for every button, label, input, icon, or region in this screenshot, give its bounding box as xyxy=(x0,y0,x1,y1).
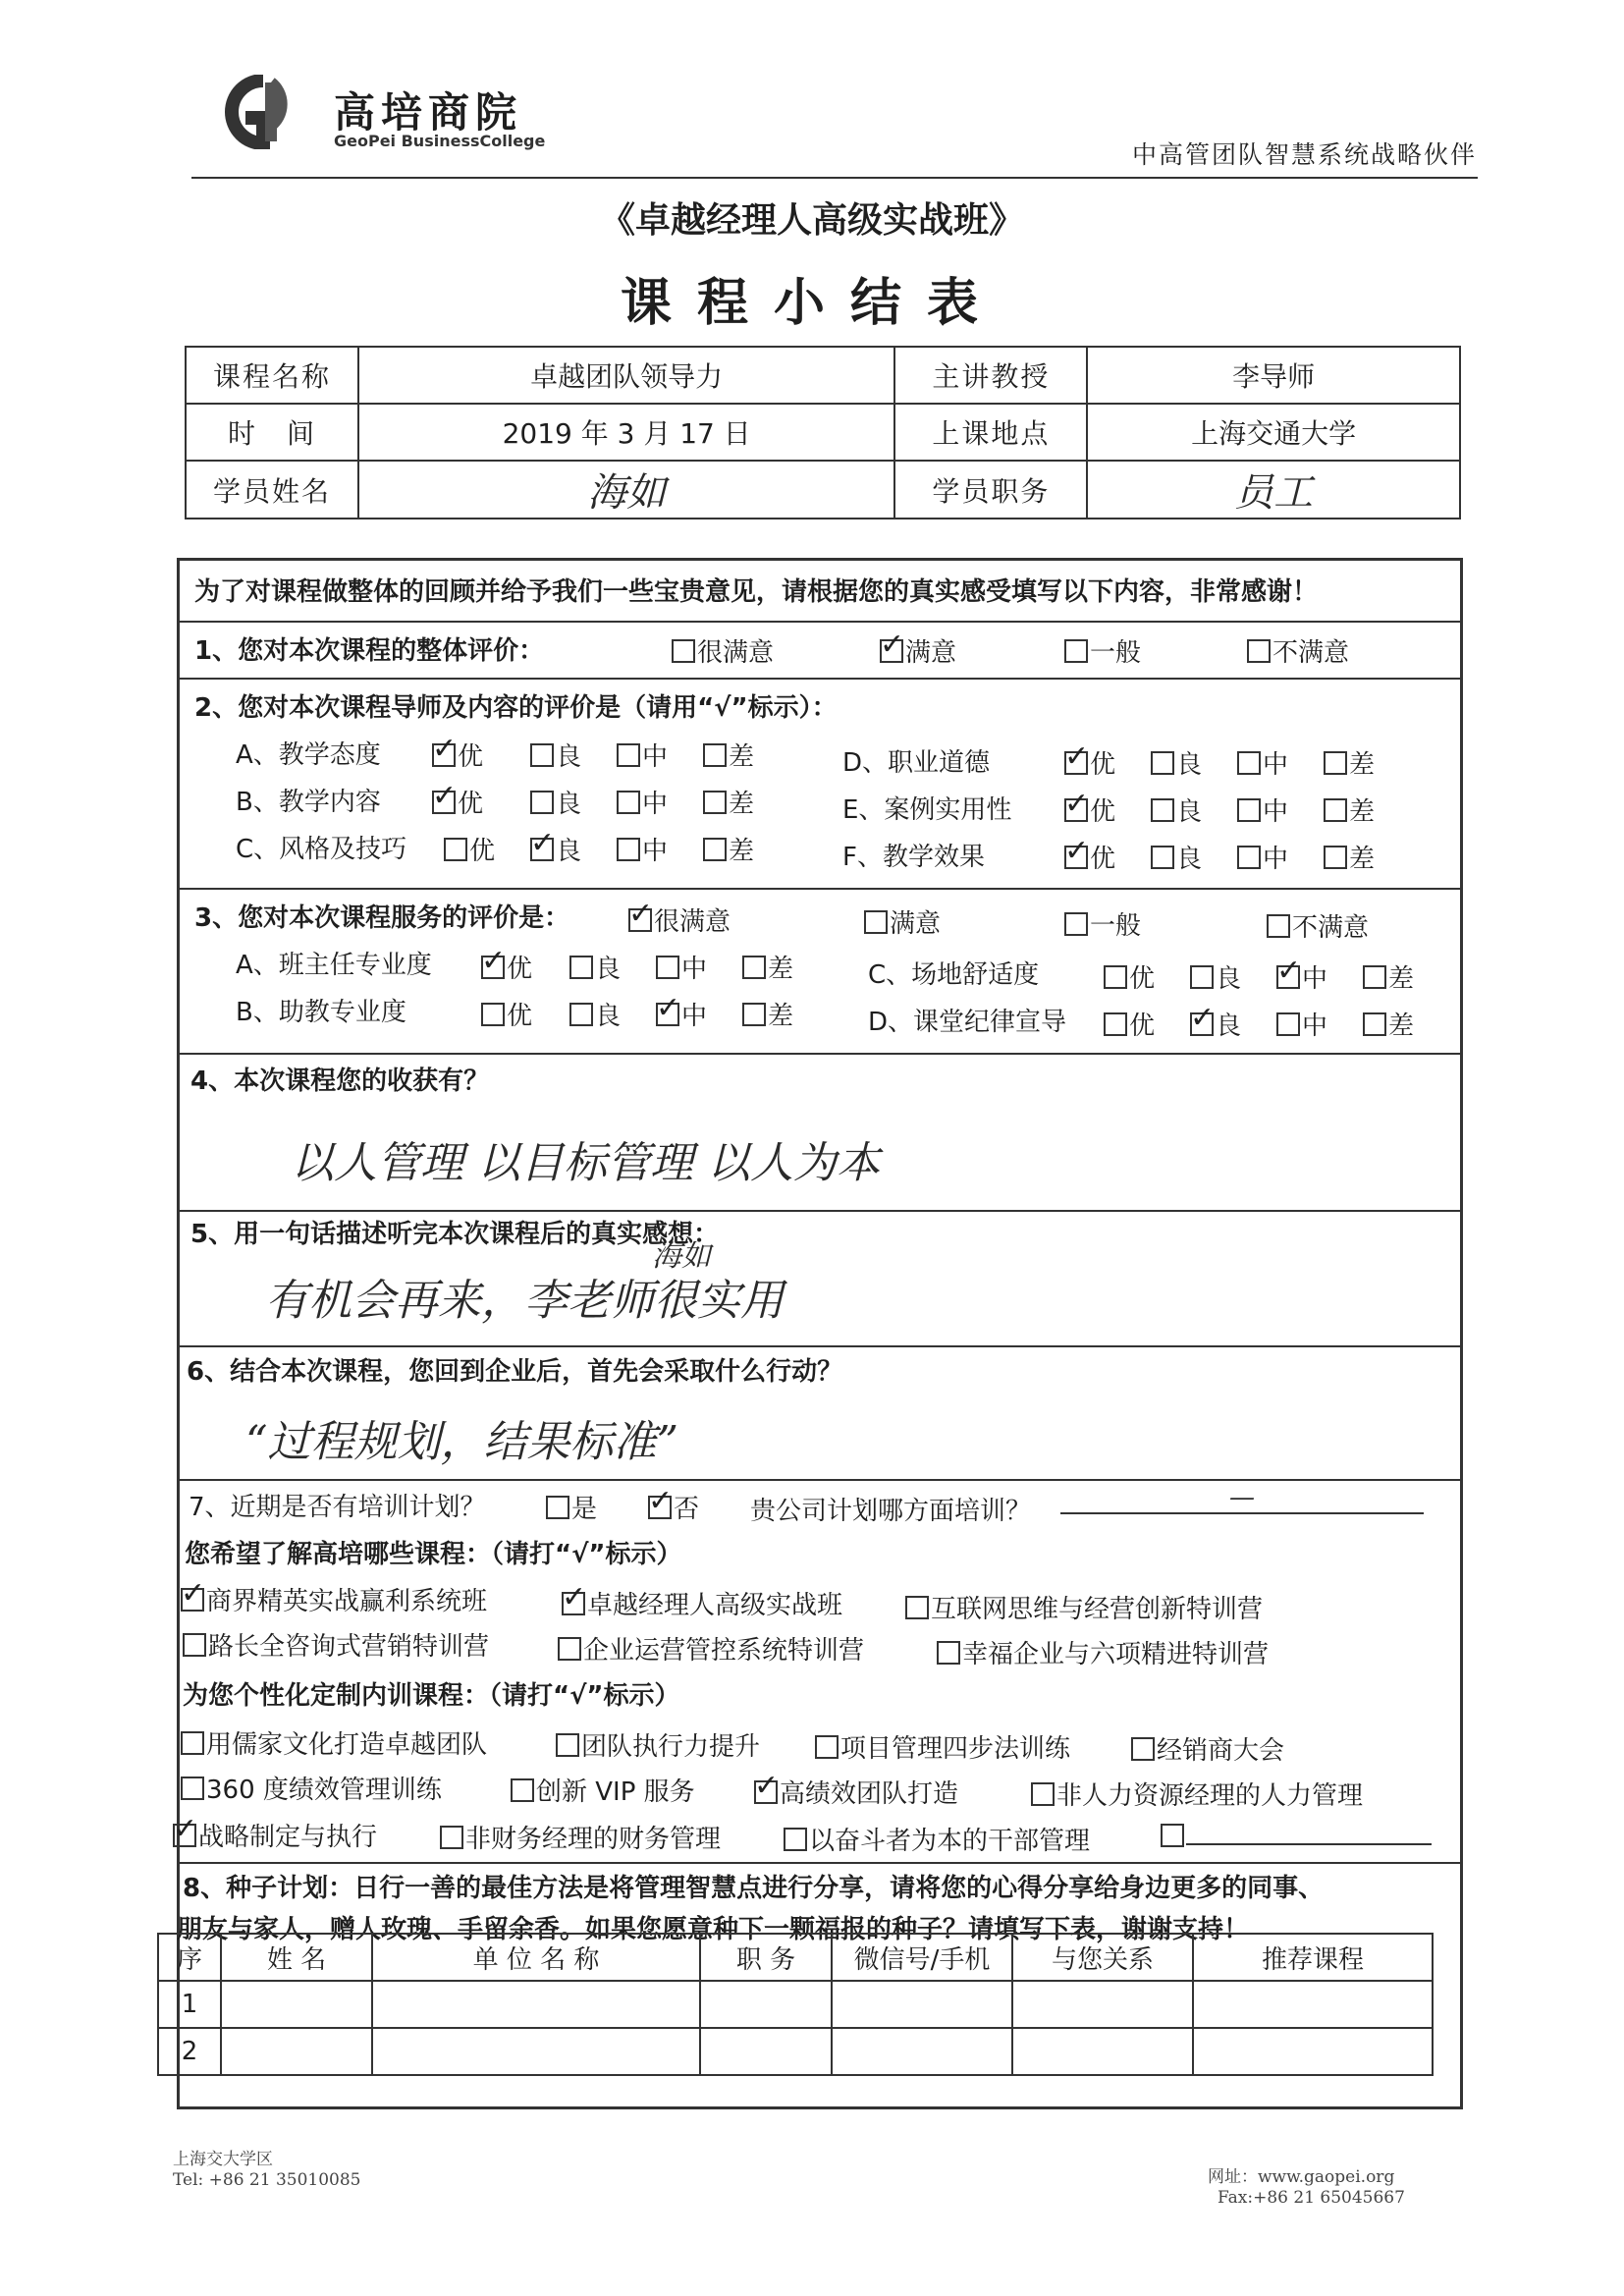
gaopei-logo xyxy=(206,75,320,149)
q1-label: 1、您对本次课程的整体评价： xyxy=(194,636,545,666)
q3-item-d: D、课堂纪律宣导 xyxy=(868,1008,1067,1037)
q3-c-grade-good[interactable]: 良 xyxy=(1190,958,1241,995)
cell-relation[interactable] xyxy=(1012,2028,1193,2075)
footer-campus: 上海交大学区 xyxy=(173,2150,273,2169)
q3-option-unsatisfied[interactable]: 不满意 xyxy=(1267,907,1369,944)
q2-f-grade-fair[interactable]: 中 xyxy=(1237,839,1288,875)
lecturer-value[interactable]: 李导师 xyxy=(1087,347,1460,404)
brand-name-cn: 高培商院 xyxy=(334,88,523,137)
footer-tel: Tel: +86 21 35010085 xyxy=(173,2170,361,2190)
q1-option-average[interactable]: 一般 xyxy=(1064,632,1141,669)
q6-label: 6、结合本次课程，您回到企业后，首先会采取什么行动？ xyxy=(187,1357,843,1387)
q2-a-grade-good[interactable]: 良 xyxy=(530,737,581,773)
col-index: 序 xyxy=(158,1934,221,1981)
q2-divider xyxy=(177,678,1463,680)
q2-e-grade-excellent[interactable]: ✓优 xyxy=(1064,792,1115,828)
q2-c-grade-excellent[interactable]: 优 xyxy=(444,831,495,867)
venue-value[interactable]: 上海交通大学 xyxy=(1087,404,1460,461)
row-index: 2 xyxy=(158,2028,221,2075)
cell-name[interactable] xyxy=(221,2028,372,2075)
cell-title[interactable] xyxy=(700,2028,832,2075)
custom-option-10[interactable]: 非财务经理的财务管理 xyxy=(440,1819,721,1855)
q3-d-grade-fair[interactable]: 中 xyxy=(1276,1006,1327,1042)
table-row xyxy=(158,1981,1433,2028)
custom-option-3[interactable]: 项目管理四步法训练 xyxy=(815,1728,1070,1765)
q3-c-grade-fair[interactable]: ✓ 中 xyxy=(1276,958,1327,995)
col-title: 职 务 xyxy=(700,1934,832,1981)
custom-option-7[interactable]: ✓ 高绩效团队打造 xyxy=(754,1774,958,1810)
cell-contact[interactable] xyxy=(832,2028,1012,2075)
cell-relation[interactable] xyxy=(1012,1981,1193,2028)
time-value[interactable]: 2019 年 3 月 17 日 xyxy=(358,404,894,461)
col-course: 推荐课程 xyxy=(1193,1934,1433,1981)
q2-a-grade-excellent[interactable]: ✓优 xyxy=(432,737,483,773)
cell-course[interactable] xyxy=(1193,1981,1433,2028)
q2-c-grade-poor[interactable]: 差 xyxy=(703,831,754,867)
q3-option-very-satisfied[interactable]: ✓ 很满意 xyxy=(628,902,731,938)
seed-plan-table xyxy=(157,1933,1434,2076)
col-name: 姓 名 xyxy=(221,1934,372,1981)
q7-label: 7、近期是否有培训计划？ xyxy=(189,1493,486,1522)
q8-label-line2: 朋友与家人，赠人玫瑰、手留余香。如果您愿意种下一颗福报的种子？请填写下表，谢谢支持！ xyxy=(177,1915,1250,1944)
cell-course[interactable] xyxy=(1193,2028,1433,2075)
q7-option-no[interactable]: ✓ 否 xyxy=(648,1489,699,1525)
q4-answer[interactable]: 以人管理 以目标管理 以人为本 xyxy=(291,1138,880,1188)
q7-plan-answer[interactable]: — xyxy=(1060,1483,1424,1514)
course-option-6[interactable]: 幸福企业与六项精进特训营 xyxy=(937,1634,1269,1670)
cell-name[interactable] xyxy=(221,1981,372,2028)
slogan: 中高管团队智慧系统战略伙伴 xyxy=(1131,140,1477,169)
q2-b-grade-good[interactable]: 良 xyxy=(530,784,581,820)
q5-divider xyxy=(177,1210,1463,1212)
course-name-label: 课程名称 xyxy=(186,347,358,404)
course-option-3[interactable]: 互联网思维与经营创新特训营 xyxy=(905,1589,1263,1625)
q3-b-grade-fair[interactable]: ✓ 中 xyxy=(656,996,707,1032)
student-position-label: 学员职务 xyxy=(894,461,1087,519)
q5-label: 5、用一句话描述听完本次课程后的真实感想： xyxy=(190,1220,720,1249)
seed-table-header xyxy=(158,1934,1433,1981)
q7-plan-label: 贵公司计划哪方面培训？ xyxy=(750,1497,1032,1526)
student-name-label: 学员姓名 xyxy=(186,461,358,519)
footer-fax: Fax:+86 21 65045667 xyxy=(1218,2188,1405,2208)
table-row xyxy=(158,2028,1433,2075)
q3-divider xyxy=(177,888,1463,890)
q5-note: 海如 xyxy=(652,1239,711,1274)
q5-answer[interactable]: 有机会再来，李老师很实用 xyxy=(265,1276,784,1326)
custom-option-other[interactable] xyxy=(1161,1823,1432,1852)
q2-b-grade-poor[interactable]: 差 xyxy=(703,784,754,820)
intro-text: 为了对课程做整体的回顾并给予我们一些宝贵意见，请根据您的真实感受填写以下内容，非常感谢！ xyxy=(194,577,1319,607)
custom-option-8[interactable]: 非人力资源经理的人力管理 xyxy=(1031,1776,1363,1812)
q7-courses-label: 您希望了解高培哪些课程：（请打“√”标示） xyxy=(185,1540,682,1569)
q2-d-grade-poor[interactable]: 差 xyxy=(1324,744,1375,781)
checkbox[interactable] xyxy=(1247,639,1271,663)
q2-d-grade-good[interactable]: 良 xyxy=(1151,744,1202,781)
checkbox[interactable] xyxy=(672,639,695,663)
q2-item-e: E、案例实用性 xyxy=(842,795,1012,825)
q3-a-grade-good[interactable]: 良 xyxy=(569,949,621,985)
custom-option-1[interactable]: 用儒家文化打造卓越团队 xyxy=(181,1724,487,1761)
q7-custom-label: 为您个性化定制内训课程：（请打“√”标示） xyxy=(183,1681,680,1711)
q3-d-grade-excellent[interactable]: 优 xyxy=(1104,1006,1155,1042)
q3-option-satisfied[interactable]: 满意 xyxy=(864,903,941,940)
q7-divider xyxy=(177,1479,1463,1481)
header-divider xyxy=(191,177,1478,179)
cell-company[interactable] xyxy=(372,1981,700,2028)
course-info-table xyxy=(185,346,1461,519)
col-contact: 微信号/手机 xyxy=(832,1934,1012,1981)
q2-d-grade-excellent[interactable]: ✓优 xyxy=(1064,744,1115,781)
q3-b-grade-excellent[interactable]: 优 xyxy=(481,996,532,1032)
q3-b-grade-good[interactable]: 良 xyxy=(569,996,621,1032)
q2-b-grade-excellent[interactable]: ✓优 xyxy=(432,784,483,820)
form-title: 课程小结表 xyxy=(620,274,1003,333)
course-option-5[interactable]: 企业运营管控系统特训营 xyxy=(558,1630,864,1667)
q3-item-b: B、助教专业度 xyxy=(236,998,406,1027)
col-company: 单 位 名 称 xyxy=(372,1934,700,1981)
custom-option-4[interactable]: 经销商大会 xyxy=(1131,1730,1284,1767)
q7-option-yes[interactable]: 是 xyxy=(546,1489,597,1525)
q2-label: 2、您对本次课程导师及内容的评价是（请用“√”标示）： xyxy=(194,693,838,723)
q3-d-grade-poor[interactable]: 差 xyxy=(1363,1006,1414,1042)
student-position-value[interactable]: 员工 xyxy=(1087,461,1460,519)
checkbox[interactable] xyxy=(1064,639,1088,663)
q4-label: 4、本次课程您的收获有？ xyxy=(190,1066,490,1096)
q4-divider xyxy=(177,1053,1463,1055)
q2-b-grade-fair[interactable]: 中 xyxy=(617,784,668,820)
q2-a-grade-poor[interactable]: 差 xyxy=(703,737,754,773)
q1-option-satisfied[interactable]: ✓ 满意 xyxy=(880,632,956,669)
q2-item-c: C、风格及技巧 xyxy=(236,835,407,864)
brand-name-en: GeoPei BusinessCollege xyxy=(334,132,546,150)
custom-option-9[interactable]: ✓战略制定与执行 xyxy=(173,1817,377,1853)
custom-option-2[interactable]: 团队执行力提升 xyxy=(556,1726,760,1763)
q2-item-d: D、职业道德 xyxy=(842,748,991,778)
q2-f-grade-good[interactable]: 良 xyxy=(1151,839,1202,875)
q2-a-grade-fair[interactable]: 中 xyxy=(617,737,668,773)
col-relation: 与您关系 xyxy=(1012,1934,1193,1981)
q1-divider xyxy=(177,621,1463,623)
footer-web[interactable]: 网址：www.gaopei.org xyxy=(1208,2167,1395,2187)
q3-a-grade-poor[interactable]: 差 xyxy=(742,949,793,985)
q2-item-b: B、教学内容 xyxy=(236,788,381,817)
lecturer-label: 主讲教授 xyxy=(894,347,1087,404)
checkbox-checked[interactable] xyxy=(880,639,903,663)
cell-title[interactable] xyxy=(700,1981,832,2028)
q2-f-grade-poor[interactable]: 差 xyxy=(1324,839,1375,875)
time-label: 时 间 xyxy=(186,404,358,461)
q2-item-a: A、教学态度 xyxy=(236,740,381,770)
q3-item-a: A、班主任专业度 xyxy=(236,951,432,980)
q2-d-grade-fair[interactable]: 中 xyxy=(1237,744,1288,781)
q3-a-grade-excellent[interactable]: ✓优 xyxy=(481,949,532,985)
custom-option-11[interactable]: 以奋斗者为本的干部管理 xyxy=(784,1821,1090,1857)
course-option-4[interactable]: 路长全咨询式营销特训营 xyxy=(183,1626,489,1663)
q1-option-very-satisfied[interactable]: 很满意 xyxy=(672,632,774,669)
q3-item-c: C、场地舒适度 xyxy=(868,960,1040,990)
q3-c-grade-excellent[interactable]: 优 xyxy=(1104,958,1155,995)
q2-e-grade-good[interactable]: 良 xyxy=(1151,792,1202,828)
q2-e-grade-fair[interactable]: 中 xyxy=(1237,792,1288,828)
q3-d-grade-good[interactable]: ✓ 良 xyxy=(1190,1006,1241,1042)
custom-option-5[interactable]: 360 度绩效管理训练 xyxy=(181,1770,442,1806)
q1-option-unsatisfied[interactable]: 不满意 xyxy=(1247,632,1349,669)
student-name-value[interactable]: 海如 xyxy=(358,461,894,519)
cell-company[interactable] xyxy=(372,2028,700,2075)
row-index: 1 xyxy=(158,1981,221,2028)
q3-b-grade-poor[interactable]: 差 xyxy=(742,996,793,1032)
course-title: 《卓越经理人高级实战班》 xyxy=(599,200,1024,241)
q2-item-f: F、教学效果 xyxy=(842,843,985,872)
q2-c-grade-fair[interactable]: 中 xyxy=(617,831,668,867)
q3-a-grade-fair[interactable]: 中 xyxy=(656,949,707,985)
custom-option-6[interactable]: 创新 VIP 服务 xyxy=(511,1772,695,1808)
course-name-value[interactable]: 卓越团队领导力 xyxy=(358,347,894,404)
venue-label: 上课地点 xyxy=(894,404,1087,461)
q8-label: 8、种子计划：日行一善的最佳方法是将管理智慧点进行分享，请将您的心得分享给身边更多的同事、 xyxy=(183,1874,1325,1903)
q3-c-grade-poor[interactable]: 差 xyxy=(1363,958,1414,995)
q2-e-grade-poor[interactable]: 差 xyxy=(1324,792,1375,828)
course-option-2[interactable]: ✓ 卓越经理人高级实战班 xyxy=(562,1585,842,1621)
q3-label: 3、您对本次课程服务的评价是： xyxy=(194,903,570,933)
q6-divider xyxy=(177,1345,1463,1347)
q6-answer[interactable]: “过程规划，结果标准” xyxy=(245,1417,678,1467)
q2-c-grade-good[interactable]: ✓ 良 xyxy=(530,831,581,867)
course-option-1[interactable]: ✓商界精英实战赢利系统班 xyxy=(181,1581,487,1617)
cell-contact[interactable] xyxy=(832,1981,1012,2028)
q3-option-average[interactable]: 一般 xyxy=(1064,905,1141,942)
q2-f-grade-excellent[interactable]: ✓优 xyxy=(1064,839,1115,875)
q8-divider xyxy=(177,1862,1463,1864)
